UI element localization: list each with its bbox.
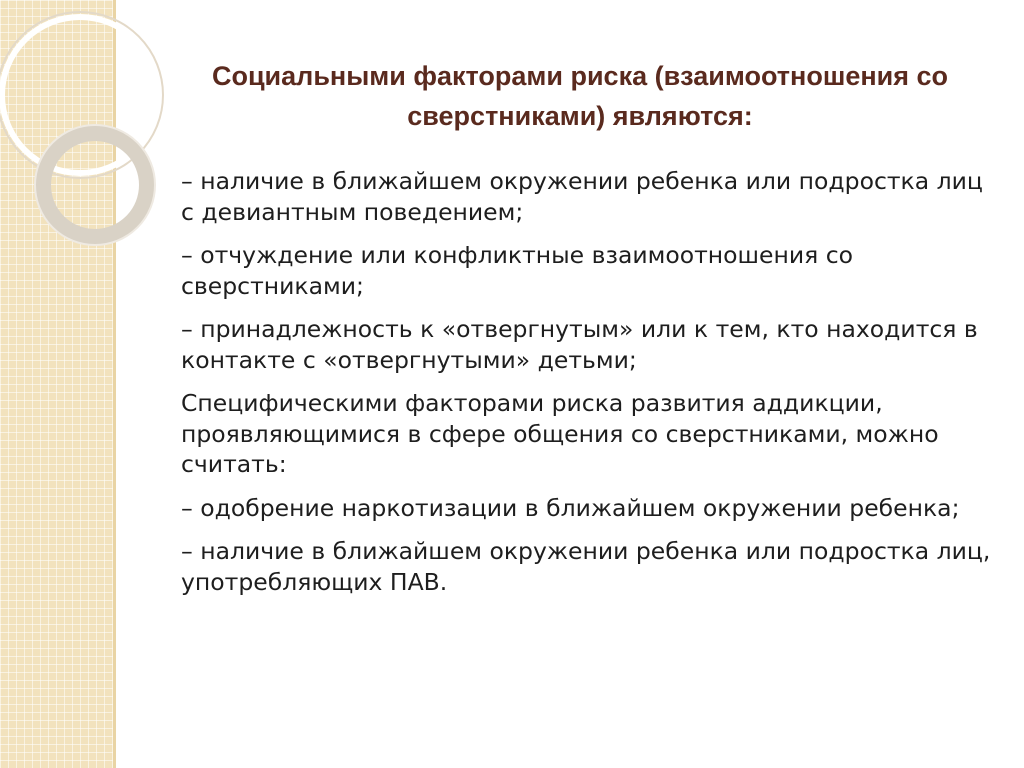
slide-title: Социальными факторами риска (взаимоотношения со сверстниками) являются: — [211, 61, 949, 131]
paragraph-rejected-group: – принадлежность к «отвергнутым» или к тем, кто находится в контакте с «отвергнутыми» детьми; — [181, 315, 978, 374]
decorative-ring-small-highlight — [35, 125, 155, 245]
slide-body — [181, 166, 996, 610]
paragraph-deviant-environment: – наличие в ближайшем окружении ребенка или подростка лиц с девиантным поведением; — [181, 167, 983, 226]
paragraph-peer-alienation: – отчуждение или конфликтные взаимоотношения со сверстниками; — [181, 241, 854, 300]
paragraph-substance-users: – наличие в ближайшем окружении ребенка или подростка лиц, употребляющих ПАВ. — [181, 537, 991, 596]
decorative-rings — [0, 0, 180, 300]
paragraph-drug-approval: – одобрение наркотизации в ближайшем окружении ребенка; — [181, 493, 960, 522]
paragraph-specific-factors-intro: Специфическими факторами риска развития аддикции, проявляющимися в сфере общения со сверстниками, можно считать: — [181, 389, 939, 478]
decorative-ring-small — [43, 133, 147, 237]
